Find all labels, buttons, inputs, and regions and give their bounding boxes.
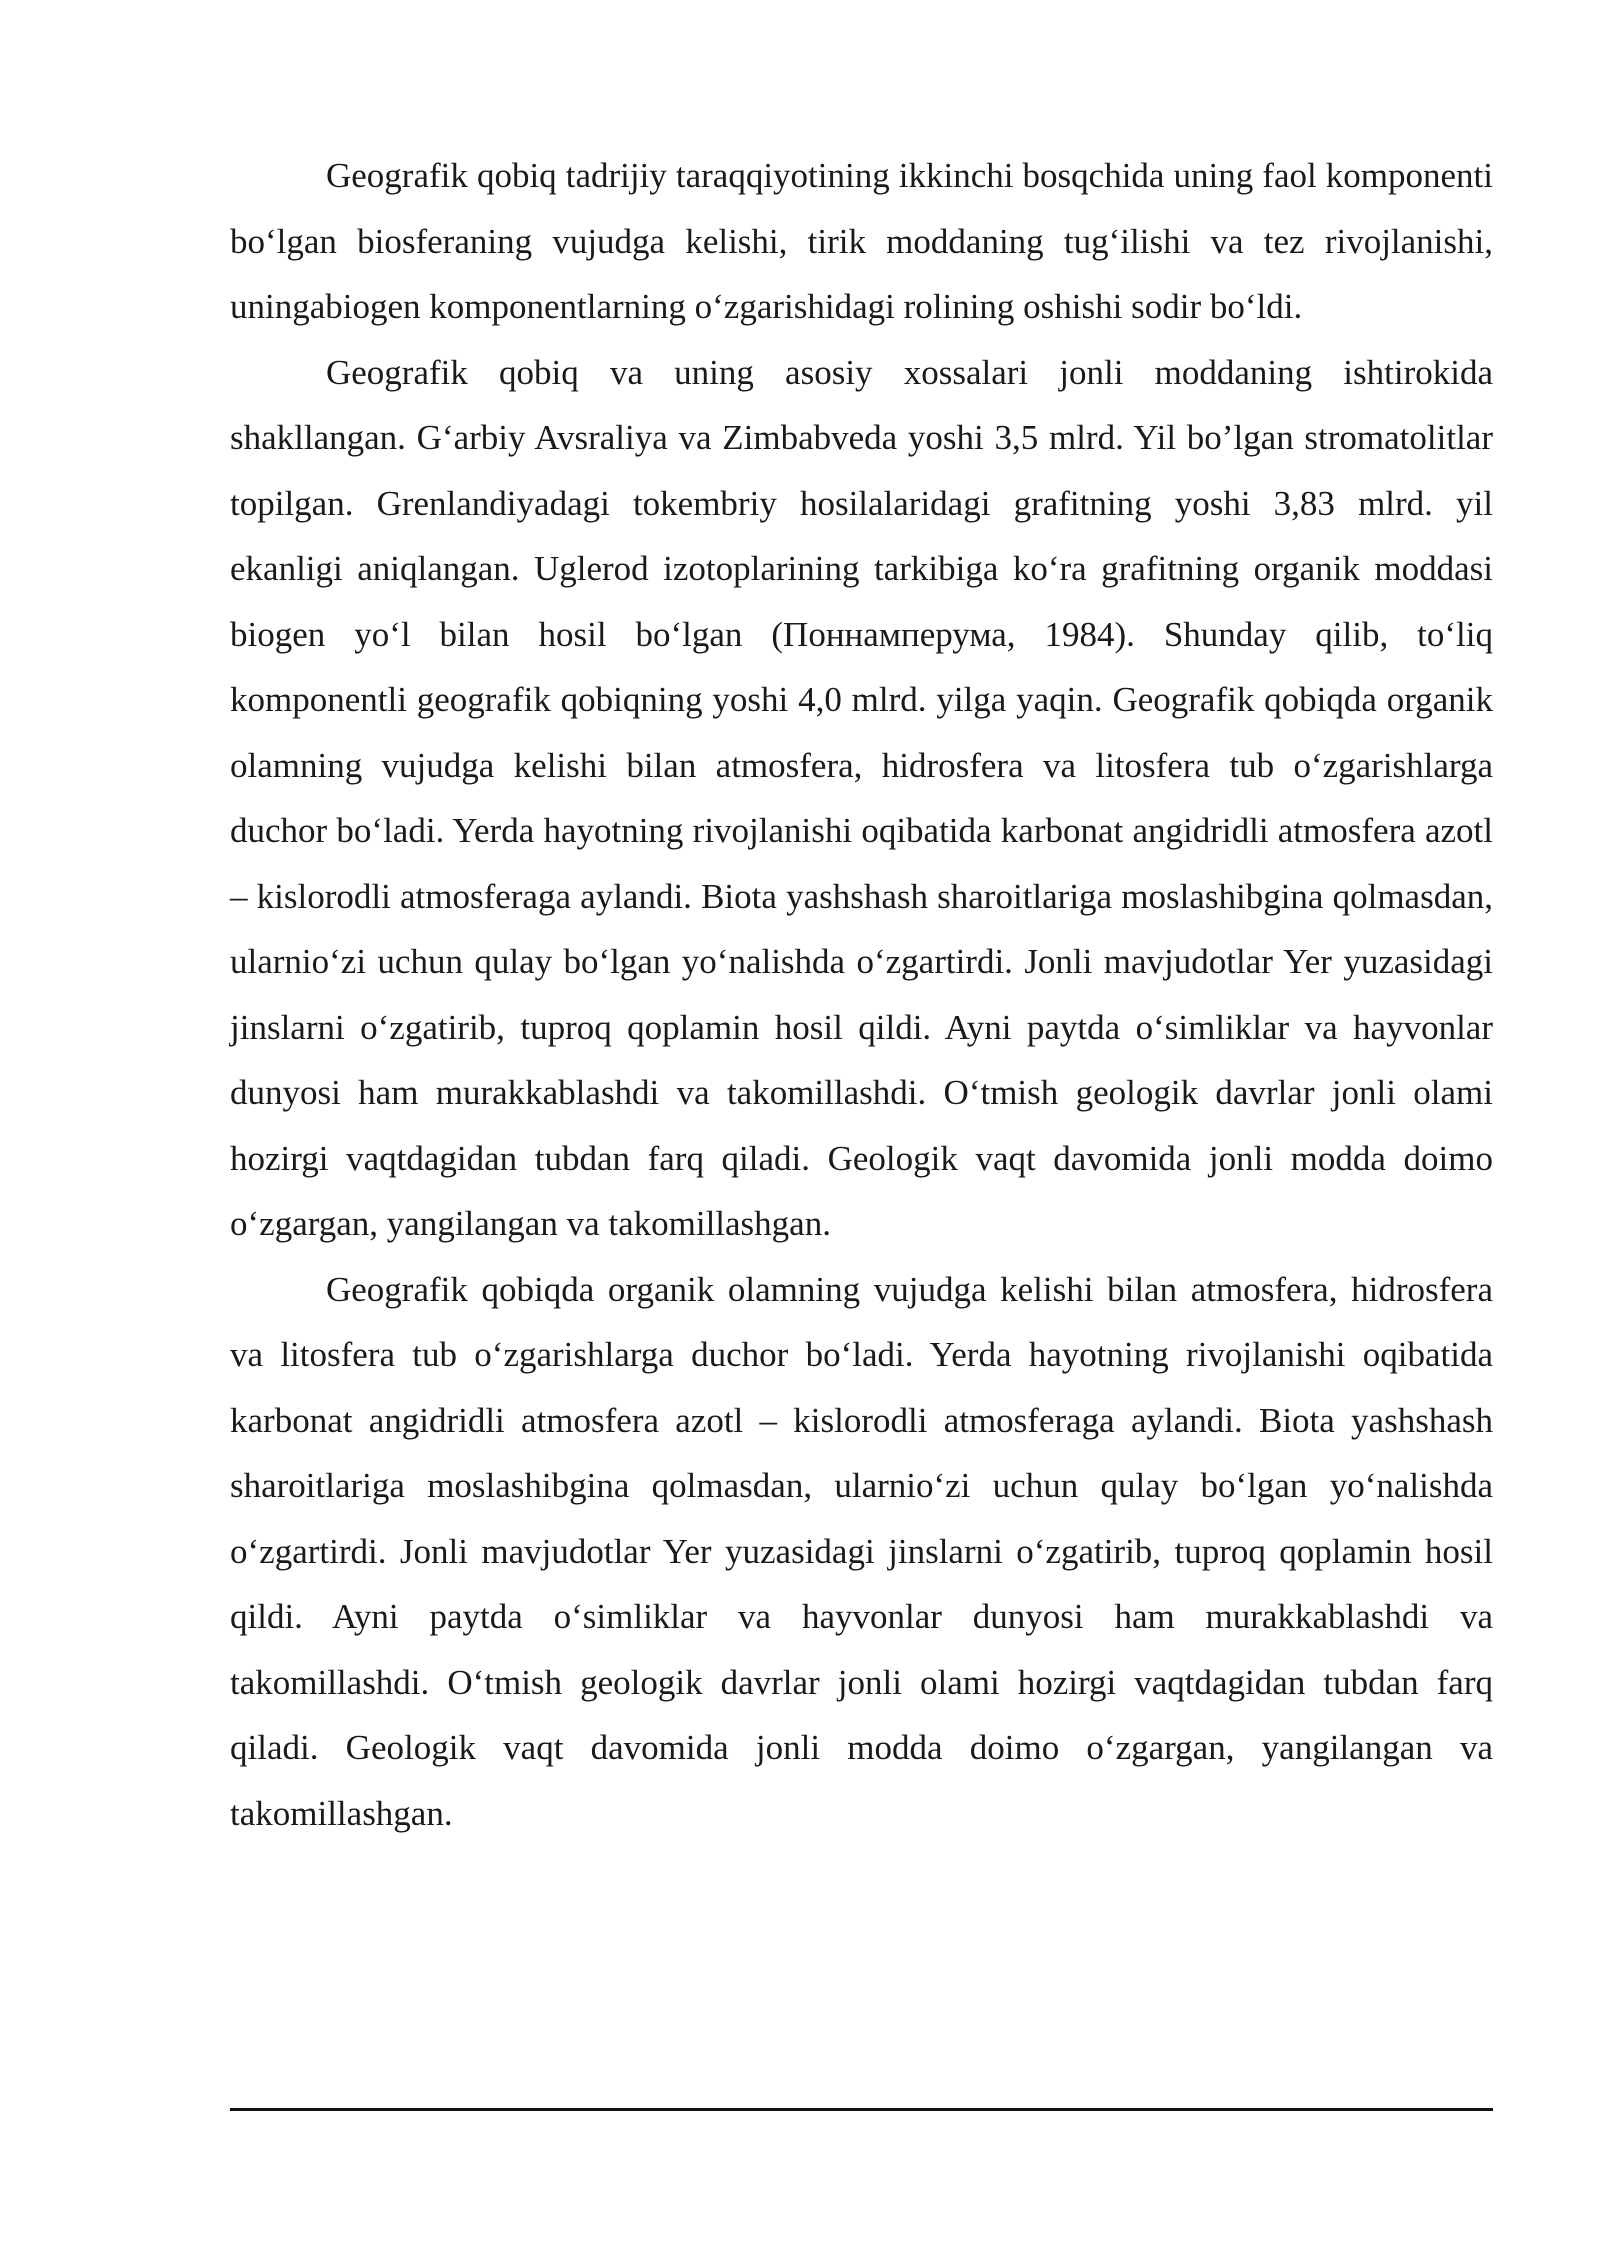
footer-divider [230,2108,1493,2111]
paragraph-1: Geografik qobiq tadrijiy taraqqiyotining ikkinchi bosqchida uning faol komponenti bo‘lgan biosferaning vujudga kelishi, tirik moddaning tug‘ilishi va tez rivojlanishi, uningabiogen komponentlarning o‘zgarishidagi rolining oshishi sodir bo‘ldi. [230,156,1493,326]
paragraph-3: Geografik qobiqda organik olamning vujudga kelishi bilan atmosfera, hidrosfera va litosfera tub o‘zgarishlarga duchor bo‘ladi. Yerda hayotning rivojlanishi oqibatida karbonat angidridli atmosfera azotl – kislorodli atmosferaga aylandi. Biota yashshash sharoitlariga moslashibgina qolmasdan, ularnio‘zi uchun qulay bo‘lgan yo‘nalishda o‘zgartirdi. Jonli mavjudotlar Yer yuzasidagi jinslarni o‘zgatirib, tuproq qoplamin hosil qildi. Ayni paytda o‘simliklar va hayvonlar dunyosi ham murakkablashdi va takomillashdi. O‘tmish geologik davrlar jonli olami hozirgi vaqtdagidan tubdan farq qiladi. Geologik vaqt davomida jonli modda doimo o‘zgargan, yangilangan va takomillashgan. [230,1269,1493,1833]
document-body [230,143,1493,1846]
paragraph-2: Geografik qobiq va uning asosiy xossalari jonli moddaning ishtirokida shakllangan. G‘arbiy Avsraliya va Zimbabveda yoshi 3,5 mlrd. Yil bo’lgan stromatolitlar topilgan. Grenlandiyadagi tokembriy hosilalaridagi grafitning yoshi 3,83 mlrd. yil ekanligi aniqlangan. Uglerod izotoplarining tarkibiga ko‘ra grafitning organik moddasi biogen yo‘l bilan hosil bo‘lgan (Поннамперума, 1984). Shunday qilib, to‘liq komponentli geografik qobiqning yoshi 4,0 mlrd. yilga yaqin. Geografik qobiqda organik olamning vujudga kelishi bilan atmosfera, hidrosfera va litosfera tub o‘zgarishlarga duchor bo‘ladi. Yerda hayotning rivojlanishi oqibatida karbonat angidridli atmosfera azotl – kislorodli atmosferaga aylandi. Biota yashshash sharoitlariga moslashibgina qolmasdan, ularnio‘zi uchun qulay bo‘lgan yo‘nalishda o‘zgartirdi. Jonli mavjudotlar Yer yuzasidagi jinslarni o‘zgatirib, tuproq qoplamin hosil qildi. Ayni paytda o‘simliklar va hayvonlar dunyosi ham murakkablashdi va takomillashdi. O‘tmish geologik davrlar jonli olami hozirgi vaqtdagidan tubdan farq qiladi. Geologik vaqt davomida jonli modda doimo o‘zgargan, yangilangan va takomillashgan. [230,352,1493,1243]
